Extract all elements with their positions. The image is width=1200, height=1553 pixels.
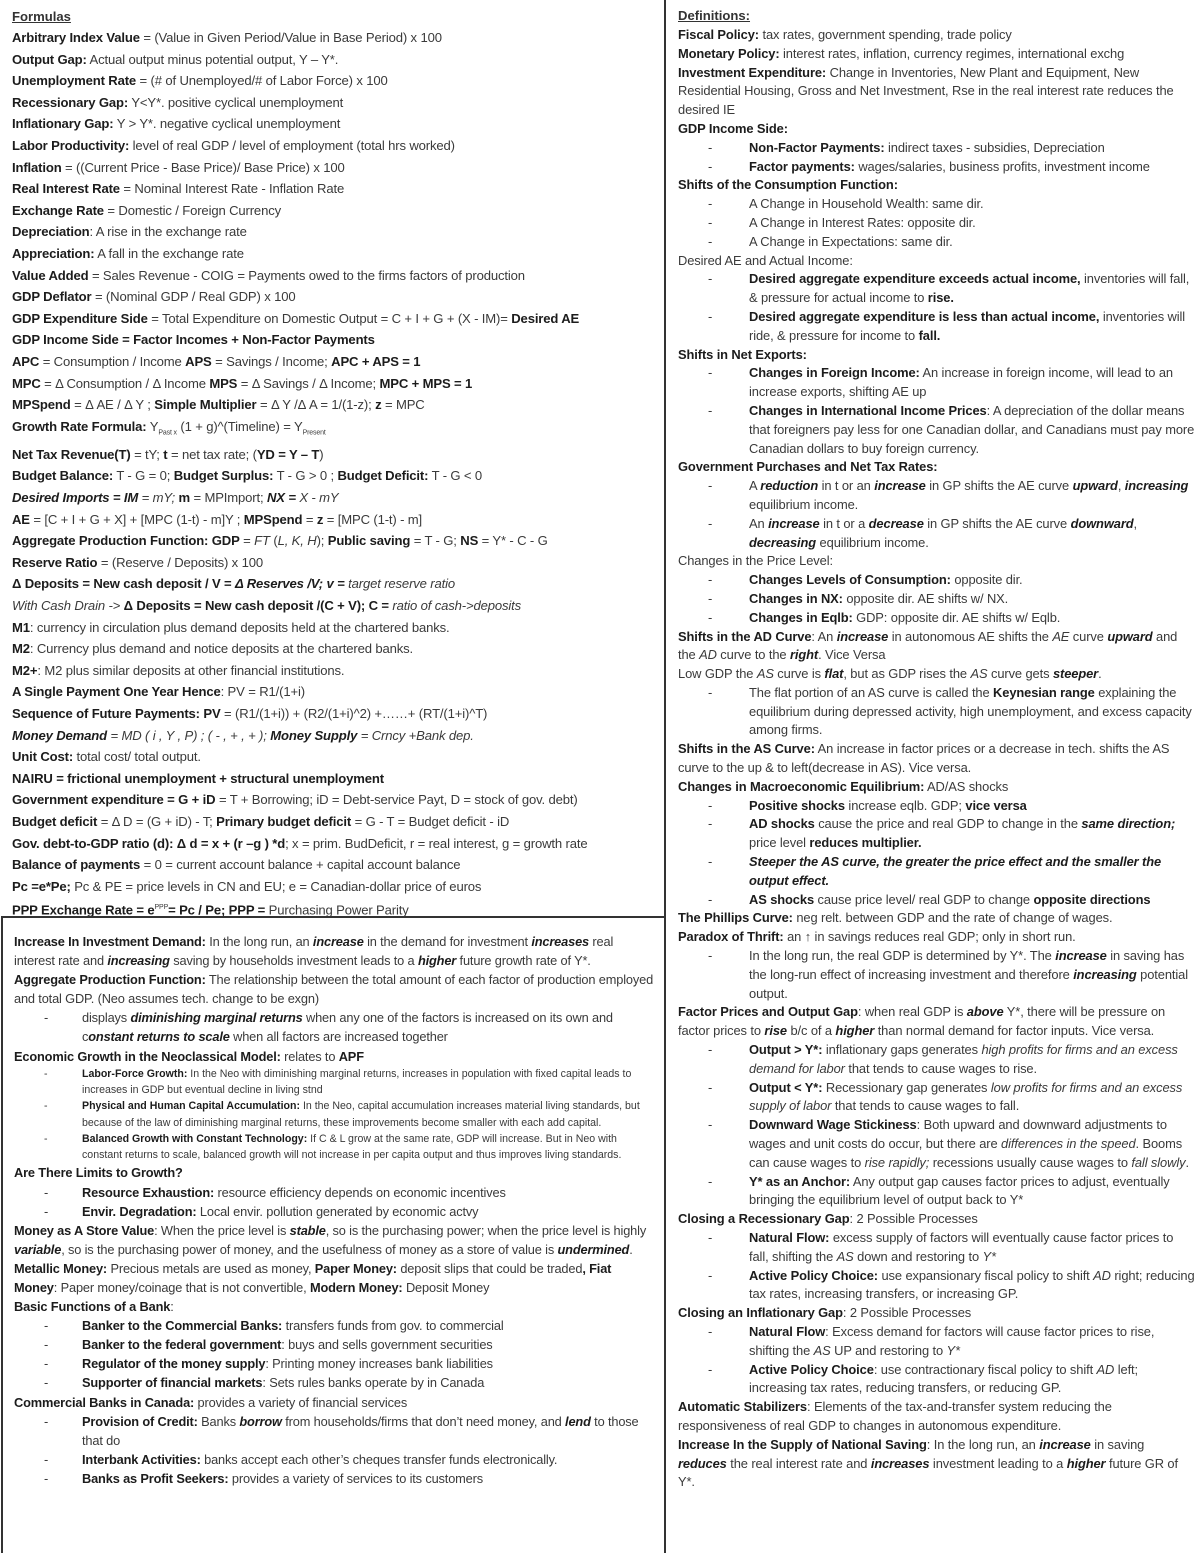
- def-bullet: - Y* as an Anchor: Any output gap causes factor prices to adjust, eventually bringing the equilibrium level of output back to Y*: [708, 1173, 1170, 1208]
- formula-line: Output Gap: Actual output minus potential output, Y – Y*.: [12, 51, 339, 67]
- def-national-saving: Increase In the Supply of National Saving: In the long run, an increase in saving reduces the real interest rate and increases investment leading to a higher future GR of Y*.: [678, 1436, 1178, 1490]
- formula-delta-deposits: Δ Deposits = New cash deposit / V = Δ Reserves /V; v = target reserve ratio: [12, 576, 456, 592]
- formula-mpc: MPC = Δ Consumption / Δ Income MPS = Δ Savings / Δ Income; MPC + MPS = 1: [12, 375, 473, 391]
- note-bank-bullet: - Banker to the federal government: buys and sells government securities: [44, 1337, 493, 1353]
- formula-mpspend: MPSpend = Δ AE / Δ Y ; Simple Multiplier = Δ Y /Δ A = 1/(1-z); z = MPC: [12, 397, 425, 413]
- formula-line: Inflation = ((Current Price - Base Price)/ Base Price) x 100: [12, 159, 345, 175]
- def-bullet: - A Change in Interest Rates: opposite dir.: [708, 214, 976, 230]
- formula-nairu: NAIRU = frictional unemployment + structural unemployment: [12, 770, 384, 786]
- formula-line: A Single Payment One Year Hence: PV = R1/(1+i): [12, 684, 305, 700]
- definitions-section: [664, 0, 1200, 1553]
- note-neo-bullet: - Labor-Force Growth: In the Neo with diminishing marginal returns, increases in population with fixed capital leads to increases in GDP but eventual decline in living stnd: [44, 1067, 632, 1096]
- def-bullet: - A reduction in t or an increase in GP shifts the AE curve upward, increasing equilibrium income.: [708, 478, 1189, 512]
- def-inflationary-gap: Closing an Inflationary Gap: 2 Possible Processes: [678, 1305, 972, 1321]
- formula-net-tax: Net Tax Revenue(T) = tY; t = net tax rate; (YD = Y – T): [12, 446, 324, 462]
- def-bullet: - The flat portion of an AS curve is called the Keynesian range explaining the equilibrium during depressed activity, high unemployment, and excess capacity among firms.: [708, 684, 1192, 738]
- def-paradox-thrift: Paradox of Thrift: an ↑ in savings reduces real GDP; only in short run.: [678, 929, 1076, 945]
- formula-budget: Budget Balance: T - G = 0; Budget Surplus: T - G > 0 ; Budget Deficit: T - G < 0: [12, 468, 483, 484]
- def-bullet: - In the long run, the real GDP is determined by Y*. The increase in saving has the long-run effect of increasing investment and therefore increasing potential output.: [708, 948, 1189, 1001]
- note-limits-bullet: - Resource Exhaustion: resource efficiency depends on economic incentives: [44, 1184, 506, 1200]
- formula-pc: Pc =e*Pe; Pc & PE = price levels in CN and EU; e = Canadian-dollar price of euros: [12, 878, 482, 894]
- note-investment-demand: Increase In Investment Demand: In the long run, an increase in the demand for investment increases real interest rate and increasing saving by households investment leads to a higher future growth rate of Y*.: [14, 934, 614, 969]
- def-investment-expenditure: Investment Expenditure: Change in Inventories, New Plant and Equipment, New Residential Housing, Gross and Net Investment, Rse in the real interest rate reduces the desired IE: [678, 64, 1174, 118]
- formula-apf: Aggregate Production Function: GDP = FT (L, K, H); Public saving = T - G; NS = Y* - C - G: [12, 533, 548, 549]
- def-consumption-heading: Shifts of the Consumption Function:: [678, 177, 898, 193]
- def-bullet: - A Change in Household Wealth: same dir.: [708, 196, 984, 212]
- def-recessionary-gap: Closing a Recessionary Gap: 2 Possible Processes: [678, 1211, 978, 1227]
- def-bullet: - Steeper the AS curve, the greater the price effect and the smaller the output effect.: [708, 854, 1162, 888]
- formula-budget-deficit: Budget deficit = Δ D = (G + iD) - T; Primary budget deficit = G - T = Budget deficit - iD: [12, 813, 510, 829]
- def-net-exports-heading: Shifts in Net Exports:: [678, 346, 807, 362]
- growth-banking-section: [1, 916, 665, 1553]
- def-bullet: - Active Policy Choice: use contractionary fiscal policy to shift AD left; increasing tax rates, reducing transfers, or reducing GP.: [708, 1361, 1139, 1396]
- def-bullet: - AS shocks cause price level/ real GDP to change opposite directions: [708, 891, 1151, 907]
- formula-line: Labor Productivity: level of real GDP / level of employment (total hrs worked): [12, 137, 455, 153]
- formula-bop: Balance of payments = 0 = current account balance + capital account balance: [12, 857, 461, 873]
- note-commercial-bullet: - Interbank Activities: banks accept each other’s cheques transfer funds electronically.: [44, 1451, 558, 1467]
- def-gov-purchases-heading: Government Purchases and Net Tax Rates:: [678, 459, 938, 475]
- formula-line: Arbitrary Index Value = (Value in Given Period/Value in Base Period) x 100: [12, 30, 442, 45]
- def-desired-ae-heading: Desired AE and Actual Income:: [678, 252, 853, 268]
- def-bullet: - Non-Factor Payments: indirect taxes - subsidies, Depreciation: [708, 139, 1105, 155]
- formula-line: Depreciation: A rise in the exchange rate: [12, 224, 247, 240]
- note-neo-bullet: - Physical and Human Capital Accumulation: In the Neo, capital accumulation increases material living standards, but because of the law of diminishing marginal returns, these improvements become smaller with each add capital.: [44, 1100, 640, 1129]
- def-bullet: - Desired aggregate expenditure is less than actual income, inventories will ride, & pressure for income to fall.: [708, 308, 1186, 343]
- def-bullet: - Desired aggregate expenditure exceeds actual income, inventories will fall, & pressure for actual income to rise.: [708, 271, 1190, 306]
- def-ad-curve: Shifts in the AD Curve: An increase in autonomous AE shifts the AE curve upward and the AD curve to the right. Vice Versa: [678, 628, 1178, 663]
- def-bullet: - Positive shocks increase eqlb. GDP; vice versa: [708, 797, 1027, 813]
- def-fiscal-policy: Fiscal Policy: tax rates, government spending, trade policy: [678, 27, 1012, 42]
- def-bullet: - Active Policy Choice: use expansionary fiscal policy to shift AD right; reducing tax rates, increasing transfers, or increasing GP.: [708, 1267, 1195, 1302]
- def-bullet: - Natural Flow: excess supply of factors will eventually cause factor prices to fall, shifting the AS down and restoring to Y*: [708, 1230, 1174, 1264]
- note-commercial-bullet: - Banks as Profit Seekers: provides a variety of services to its customers: [44, 1470, 484, 1486]
- formula-gov-expenditure: Government expenditure = G + iD = T + Borrowing; iD = Debt-service Payt, D = stock of gov. debt): [12, 792, 578, 808]
- formula-line: Real Interest Rate = Nominal Interest Rate - Inflation Rate: [12, 181, 345, 197]
- def-bullet: - Changes in NX: opposite dir. AE shifts w/ NX.: [708, 590, 1009, 606]
- note-apf-bullet: - displays diminishing marginal returns when any one of the factors is increased on its own and constant returns to scale when all factors are increased together: [44, 1010, 613, 1045]
- def-bullet: - Output > Y*: inflationary gaps generates high profits for firms and an excess demand for labor that tends to cause wages to rise.: [708, 1042, 1178, 1076]
- def-macro-equilibrium: Changes in Macroeconomic Equilibrium: AD/AS shocks: [678, 778, 1009, 794]
- def-monetary-policy: Monetary Policy: interest rates, inflation, currency regimes, international exchg: [678, 45, 1125, 61]
- formula-apc: APC = Consumption / Income APS = Savings / Income; APC + APS = 1: [12, 353, 421, 369]
- formula-line: Appreciation: A fall in the exchange rate: [12, 245, 244, 261]
- def-bullet: - Changes in International Income Prices: A depreciation of the dollar means that foreigners pay less for one Canadian dollar, and Canadians must pay more Canadian dollars to buy foreign currency.: [708, 402, 1195, 456]
- note-neoclassical: Economic Growth in the Neoclassical Model: relates to APF: [14, 1048, 364, 1064]
- note-bank-bullet: - Supporter of financial markets: Sets rules banks operate by in Canada: [44, 1375, 485, 1391]
- def-bullet: - Changes in Foreign Income: An increase in foreign income, will lead to an increase exports, shifting AE up: [708, 365, 1173, 400]
- def-as-flat: Low GDP the AS curve is flat, but as GDP rises the AS curve gets steeper.: [678, 666, 1102, 682]
- formula-line: Value Added = Sales Revenue - COIG = Payments owed to the firms factors of production: [12, 267, 525, 283]
- note-bank-bullet: - Banker to the Commercial Banks: transfers funds from gov. to commercial: [44, 1318, 504, 1334]
- formula-cash-drain: With Cash Drain -> Δ Deposits = New cash deposit /(C + V); C = ratio of cash->deposits: [12, 598, 522, 614]
- formula-imports: Desired Imports = IM = mY; m = MPImport; NX = X - mY: [12, 490, 339, 506]
- def-gdp-income-heading: GDP Income Side:: [678, 120, 788, 136]
- formula-line: Recessionary Gap: Y<Y*. positive cyclical unemployment: [12, 94, 344, 110]
- def-automatic-stabilizers: Automatic Stabilizers: Elements of the tax-and-transfer system reducing the responsiveness of real GDP to changes in autonomous expenditure.: [678, 1399, 1112, 1433]
- note-limits-heading: Are There Limits to Growth?: [14, 1165, 183, 1181]
- formula-ae: AE = [C + I + G + X] + [MPC (1-t) - m]Y ; MPSpend = z = [MPC (1-t) - m]: [12, 511, 423, 527]
- formula-ppp: PPP Exchange Rate = $e^{PPP}= Pc / Pe$; PPP = Purchasing Power Parity: [12, 902, 409, 918]
- formula-line: M1: currency in circulation plus demand deposits held at the chartered banks.: [12, 619, 450, 635]
- def-price-level-heading: Changes in the Price Level:: [678, 553, 833, 569]
- formula-line: Exchange Rate = Domestic / Foreign Currency: [12, 202, 281, 218]
- formula-gdp-income: GDP Income Side = Factor Incomes + Non-Factor Payments: [12, 332, 375, 348]
- def-phillips-curve: The Phillips Curve: neg relt. between GDP and the rate of change of wages.: [678, 910, 1113, 926]
- def-bullet: - Output < Y*: Recessionary gap generates low profits for firms and an excess supply of labor that tends to cause wages to fall.: [708, 1079, 1183, 1114]
- def-bullet: - Changes in Eqlb: GDP: opposite dir. AE shifts w/ Eqlb.: [708, 609, 1061, 625]
- def-bullet: - Downward Wage Stickiness: Both upward and downward adjustments to wages and unit costs do occur, but there are differences in the speed. Booms can cause wages to rise rapidly; recessions usually cause wages to fall slowly.: [708, 1117, 1189, 1170]
- def-as-curve: Shifts in the AS Curve: An increase in factor prices or a decrease in tech. shifts the AS curve to the up & to left(decrease in AS). Vice versa.: [678, 741, 1170, 776]
- note-bank-bullet: - Regulator of the money supply: Printing money increases bank liabilities: [44, 1356, 493, 1372]
- formula-money-demand: Money Demand = MD ( i , Y , P) ; ( - , + , + ); Money Supply = Crncy +Bank dep.: [12, 727, 474, 743]
- formula-line: Sequence of Future Payments: PV = (R1/(1+i)) + (R2/(1+i)^2) +……+ (RT/(1+i)^T): [12, 706, 488, 722]
- formulas-heading: Formulas: [12, 9, 71, 24]
- note-money-types: Metallic Money: Precious metals are used as money, Paper Money: deposit slips that could be traded, Fiat Money: Paper money/coinage that is not convertible, Modern Money: Deposit Money: [14, 1260, 612, 1295]
- formula-line: M2+: M2 plus similar deposits at other financial institutions.: [12, 662, 345, 678]
- note-commercial-bullet: - Provision of Credit: Banks borrow from households/firms that don’t need money, and lend to those that do: [44, 1413, 639, 1448]
- def-bullet: - Changes Levels of Consumption: opposite dir.: [708, 572, 1023, 588]
- def-bullet: - AD shocks cause the price and real GDP to change in the same direction; price level reduces multiplier.: [708, 816, 1176, 851]
- def-bullet: - An increase in t or a decrease in GP shifts the AE curve downward, decreasing equilibrium income.: [708, 515, 1137, 550]
- def-bullet: - Factor payments: wages/salaries, business profits, investment income: [708, 158, 1150, 174]
- definitions-heading: Definitions:: [678, 8, 751, 23]
- formula-line: M2: Currency plus demand and notice deposits at the chartered banks.: [12, 641, 414, 657]
- formula-reserve-ratio: Reserve Ratio = (Reserve / Deposits) x 100: [12, 554, 263, 570]
- note-neo-bullet: - Balanced Growth with Constant Technology: If C & L grow at the same rate, GDP will increase. But in Neo with constant returns to scale, balanced growth will not increase in per capita output and thus improves living standards.: [44, 1132, 622, 1162]
- note-bank-functions: Basic Functions of a Bank:: [14, 1299, 174, 1315]
- note-apf: Aggregate Production Function: The relationship between the total amount of each factor of production employed and total GDP. (Neo assumes tech. change to be exgn): [14, 972, 654, 1007]
- formulas-section: [0, 0, 664, 917]
- note-store-value: Money as A Store Value: When the price level is stable, so is the purchasing power; when the price level is highly variable, so is the purchasing power of money, and the usefulness of money as a store of value is undermined.: [14, 1222, 647, 1257]
- def-bullet: - Natural Flow: Excess demand for factors will cause factor prices to rise, shifting the AS UP and restoring to Y*: [708, 1323, 1155, 1358]
- formula-line: GDP Deflator = (Nominal GDP / Real GDP) x 100: [12, 289, 296, 305]
- note-limits-bullet: - Envir. Degradation: Local envir. pollution generated by economic actvy: [44, 1203, 479, 1219]
- formula-gdp-expenditure: GDP Expenditure Side = Total Expenditure on Domestic Output = C + I + G + (X - IM)= Desired AE: [12, 310, 580, 326]
- def-bullet: - A Change in Expectations: same dir.: [708, 233, 953, 249]
- formula-line: Unemployment Rate = (# of Unemployed/# of Labor Force) x 100: [12, 73, 388, 89]
- def-factor-prices: Factor Prices and Output Gap: when real GDP is above Y*, there will be pressure on factor prices to rise b/c of a higher than normal demand for factor inputs. Vice versa.: [678, 1004, 1166, 1039]
- formula-line: Inflationary Gap: Y > Y*. negative cyclical unemployment: [12, 116, 341, 132]
- formula-unit-cost: Unit Cost: total cost/ total output.: [12, 749, 201, 765]
- formula-growth-rate: Growth Rate Formula: $Y_{Past x}$ (1 + g)^(Timeline) = $Y_{Present}$: [12, 418, 326, 437]
- note-commercial-banks: Commercial Banks in Canada: provides a variety of financial services: [14, 1394, 408, 1410]
- formula-debt-ratio: Gov. debt-to-GDP ratio (d): Δ d = x + (r –g ) *d; x = prim. BudDeficit, r = real interest, g = growth rate: [12, 835, 588, 851]
